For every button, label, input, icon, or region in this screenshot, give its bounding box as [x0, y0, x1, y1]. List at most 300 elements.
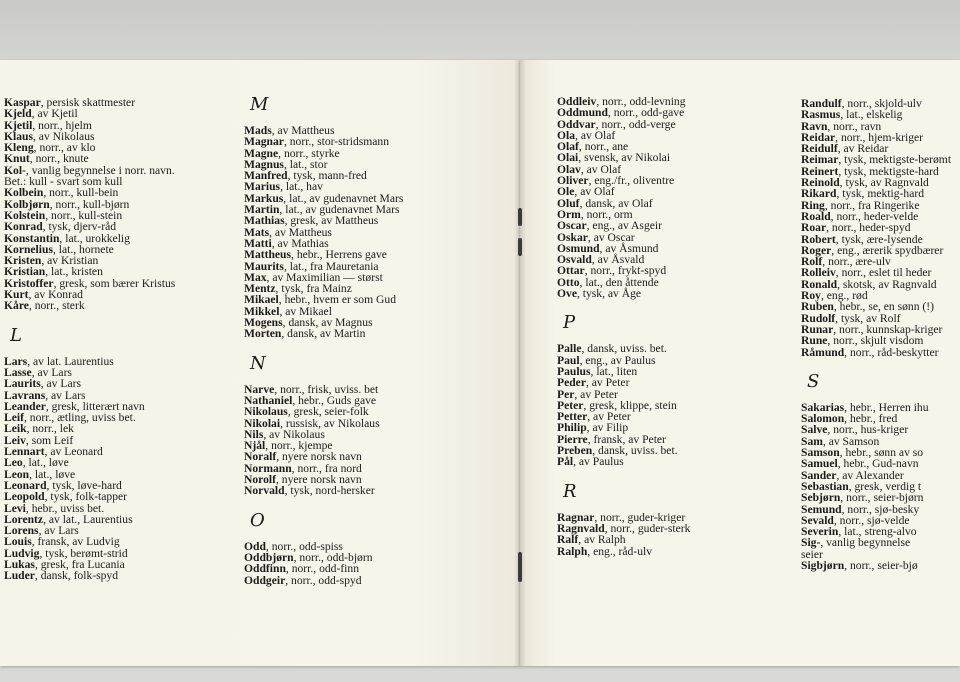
entry-description: , norr., sjø-besky — [841, 502, 920, 516]
entry-description: , fransk, av Peter — [587, 432, 666, 446]
entry-description: , nyere norsk navn — [276, 473, 362, 487]
entry-description: , gresk, seier-folk — [287, 405, 369, 419]
entry-name: Olav — [557, 162, 581, 176]
entry-description: , av Mikael — [279, 304, 332, 318]
entry-name: Oddbjørn — [244, 550, 294, 564]
entry-description: , som Leif — [25, 433, 74, 447]
entry-name: Osmund — [557, 241, 600, 255]
entry-description: , av Maximilian — størst — [266, 270, 383, 284]
entry-description: , norr., sjø-velde — [833, 513, 910, 527]
entry-description: , lat., løve — [22, 456, 69, 470]
entry-description: , norr., styrke — [278, 146, 340, 160]
entry-description: , gresk, av Mattheus — [284, 214, 379, 228]
entry-description: , norr., råd-beskytter — [844, 345, 939, 359]
entry-name: Ola — [557, 128, 576, 142]
entry-name: Mentz — [244, 282, 276, 296]
entry-name: Knut — [4, 152, 30, 166]
entry-description: , norr., knute — [29, 152, 89, 166]
entry-name: Leander — [4, 399, 46, 413]
entry-name: Ludvig — [4, 546, 40, 560]
entry-name: Oliver — [557, 174, 589, 188]
entry-description: , norr., ære-ulv — [822, 255, 891, 269]
entry-name: Kjetil — [4, 118, 33, 132]
entry-name: Rolf — [801, 255, 823, 269]
name-entry — [244, 328, 506, 339]
entry-description: , av Åsmund — [599, 241, 659, 255]
entry-name: Rune — [801, 334, 828, 348]
entry-description: , tysk, nord-hersker — [284, 484, 375, 498]
entry-description: , tysk, ære-lysende — [835, 232, 923, 246]
entry-name: Semund — [801, 502, 842, 516]
entry-name: Reidar — [801, 130, 836, 144]
entry-description: , lat., elskelig — [840, 108, 903, 122]
entry-description: , gresk, fra Lucania — [34, 557, 125, 571]
entry-name: Mattheus — [244, 248, 292, 262]
entry-name: Marius — [244, 180, 281, 194]
entry-description: Bet.: kull - svart som kull — [4, 175, 123, 189]
entry-description: , norr., odd-spyd — [285, 573, 362, 587]
entry-description: , tysk, av Åge — [576, 287, 642, 301]
name-column-3 — [557, 96, 787, 616]
entry-description: , av lat. Laurentius — [27, 354, 114, 368]
entry-description: , norr., eslet til heder — [835, 266, 932, 280]
entry-description: , lat., løve — [29, 467, 76, 481]
entry-description: , norr., hjem-kriger — [835, 130, 924, 144]
entry-name: Sander — [801, 468, 837, 482]
entry-name: Philip — [557, 421, 587, 435]
entry-name: Kleng — [4, 141, 34, 155]
entry-name: Matti — [244, 236, 272, 250]
entry-description: , svensk, av Nikolai — [578, 151, 671, 165]
entry-name: Olai — [557, 151, 579, 165]
entry-description: , russisk, av Nikolaus — [280, 416, 380, 430]
entry-description: , gresk, verdig t — [848, 479, 922, 493]
entry-name: Per — [557, 387, 575, 401]
entry-name: Palle — [557, 342, 582, 356]
section-letter-o: O — [250, 509, 265, 531]
entry-description: , av Lars — [40, 377, 81, 391]
entry-name: Kolbein — [4, 186, 44, 200]
entry-name: Nils — [244, 427, 264, 441]
entry-description: , norr., odd-gave — [607, 106, 685, 120]
entry-name: Ole — [557, 185, 575, 199]
entry-name: Kolstein — [4, 208, 46, 222]
entry-name: Ralph — [557, 544, 588, 558]
entry-description: , tysk, mann-fred — [287, 169, 367, 183]
entry-description: , av Kristian — [41, 254, 99, 268]
entry-name: Mathias — [244, 214, 285, 228]
entry-name: Noralf — [244, 450, 277, 464]
entry-description: , av Nikolaus — [33, 129, 95, 143]
entry-description: , norr., kull-stein — [45, 208, 123, 222]
entry-name: Roald — [801, 209, 831, 223]
entry-name: Lorentz — [4, 512, 44, 526]
entry-name: Sam — [801, 434, 823, 448]
entry-name: Ronald — [801, 277, 838, 291]
entry-name: Kristian — [4, 265, 46, 279]
name-column-4 — [801, 98, 960, 608]
entry-name: Laurits — [4, 377, 41, 391]
staple-top — [518, 208, 522, 226]
section-letter-p: P — [563, 312, 576, 334]
entry-name: Sakarias — [801, 400, 845, 414]
entry-name: Peder — [557, 376, 586, 390]
entry-description: , dansk, uviss. bet. — [581, 342, 667, 356]
entry-name: Preben — [557, 444, 593, 458]
entry-name: Reimar — [801, 153, 839, 167]
section-letter-l: L — [10, 324, 22, 346]
entry-name: Markus — [244, 191, 284, 205]
entry-description: , hebr., Herren ihu — [844, 400, 929, 414]
entry-name: Rudolf — [801, 311, 836, 325]
entry-name: Reinold — [801, 176, 840, 190]
entry-name: Salomon — [801, 412, 845, 426]
entry-description: , av Kjetil — [31, 107, 78, 121]
entry-description: , av lat., Laurentius — [43, 512, 133, 526]
entry-name: Mads — [244, 124, 272, 137]
name-entry — [801, 560, 960, 571]
entry-name: Mogens — [244, 316, 283, 330]
entry-name: Magnus — [244, 157, 284, 171]
entry-name: Oluf — [557, 196, 580, 210]
entry-name: Rolleiv — [801, 266, 836, 280]
entry-name: Ragnvald — [557, 521, 605, 535]
entry-description: , norr., fra nord — [291, 461, 362, 475]
entry-name: Nathaniel — [244, 393, 293, 407]
entry-description: , hebr., uviss bet. — [25, 501, 105, 515]
entry-name: Leiv — [4, 433, 26, 447]
entry-name: Kornelius — [4, 242, 53, 256]
entry-name: Levi — [4, 501, 26, 515]
entry-description: , tysk, fra Mainz — [275, 282, 352, 296]
entry-description: , eng., ærerik spydbærer — [831, 243, 944, 257]
entry-name: Reidulf — [801, 142, 838, 156]
entry-description: , gresk, klippe, stein — [583, 398, 677, 412]
entry-description: , dansk, av Olaf — [579, 196, 653, 210]
entry-description: , lat., av gudenavnet Mars — [283, 191, 404, 205]
entry-name: Leo — [4, 456, 23, 470]
entry-description: , hebr., Gud-navn — [837, 457, 919, 471]
entry-description: , norr., hjelm — [32, 118, 92, 132]
entry-name: Paul — [557, 353, 580, 367]
entry-name: Manfred — [244, 169, 288, 183]
entry-description: , norr., odd-verge — [595, 117, 676, 131]
entry-description: , lat., liten — [590, 364, 638, 378]
name-column-1 — [4, 97, 250, 657]
entry-name: Odd — [244, 539, 266, 553]
entry-description: , tysk, av Ragnvald — [839, 176, 929, 190]
entry-description: , av Filip — [586, 421, 629, 435]
entry-name: Rikard — [801, 187, 837, 201]
entry-description: , eng., rød — [820, 289, 868, 303]
entry-name: Paulus — [557, 364, 591, 378]
entry-description: , av Peter — [585, 376, 630, 390]
entry-description: , av Oscar — [587, 230, 635, 244]
entry-description: , lat., hav — [280, 180, 323, 194]
entry-description: , norr., lek — [26, 422, 74, 436]
entry-description: , hebr., fred — [844, 412, 898, 426]
entry-description: , av Samson — [822, 434, 880, 448]
entry-description: , norr., kull-bjørn — [49, 197, 130, 211]
entry-name: Petter — [557, 410, 588, 424]
entry-description: , norr., frykt-spyd — [584, 264, 667, 278]
entry-description: , tysk, mektigste-hard — [838, 164, 939, 178]
section-letter-m: M — [250, 94, 269, 115]
entry-description: , dansk, uviss. bet. — [592, 444, 678, 458]
entry-name: Nikolaus — [244, 405, 288, 419]
entry-name: Sebastian — [801, 479, 849, 493]
name-entry — [4, 300, 250, 311]
entry-description: , norr., guder-sterk — [604, 521, 691, 535]
entry-description: , lat., den åttende — [579, 275, 659, 289]
name-entry — [244, 485, 506, 496]
entry-name: Sevald — [801, 513, 834, 527]
entry-description: , av Mattheus — [271, 124, 335, 137]
entry-description: , norr., av klo — [33, 141, 96, 155]
name-entry — [557, 288, 787, 299]
entry-description: , norr., heder-spyd — [826, 221, 911, 235]
entry-name: Oddvar — [557, 117, 596, 131]
entry-description: , vanlig begynnelse — [820, 536, 911, 550]
entry-name: Leonard — [4, 478, 47, 492]
entry-name: Luder — [4, 569, 35, 583]
entry-description: , lat., hornete — [52, 242, 114, 256]
entry-description: , norr., frisk, uviss. bet — [274, 382, 379, 396]
entry-name: Kjeld — [4, 107, 32, 121]
entry-description: , norr., ætling, uviss bet. — [23, 411, 136, 425]
entry-name: Louis — [4, 535, 32, 549]
entry-description: , skotsk, av Ragnvald — [837, 277, 937, 291]
staple-middle — [518, 238, 522, 256]
entry-description: seier — [801, 547, 823, 561]
name-entry — [557, 546, 787, 557]
entry-name: Oddfinn — [244, 562, 286, 576]
entry-name: Ottar — [557, 264, 585, 278]
entry-name: Samuel — [801, 457, 838, 471]
entry-name: Lars — [4, 354, 28, 368]
section-letter-r: R — [563, 480, 577, 502]
entry-name: Osvald — [557, 253, 592, 267]
entry-name: Oskar — [557, 230, 588, 244]
entry-name: Kaspar — [4, 97, 41, 109]
entry-description: , gresk, som bærer Kristus — [53, 276, 176, 290]
entry-name: Olaf — [557, 140, 579, 154]
entry-name: Roy — [801, 289, 821, 303]
entry-name: Rasmus — [801, 108, 841, 122]
entry-description: , av Olaf — [580, 162, 622, 176]
entry-description: , eng., av Paulus — [579, 353, 656, 367]
entry-description: , tysk, berømt-strid — [39, 546, 128, 560]
name-entry — [801, 347, 960, 358]
name-entry — [557, 456, 787, 467]
entry-description: , norr., ane — [578, 140, 629, 154]
entry-name: Kurt — [4, 288, 29, 302]
entry-name: Kol- — [4, 163, 26, 177]
entry-description: , tysk, mektig-hard — [836, 187, 925, 201]
entry-name: Sebjørn — [801, 491, 841, 505]
entry-description: , av Ralph — [578, 533, 626, 547]
name-entry — [244, 575, 506, 586]
entry-name: Samson — [801, 446, 840, 460]
entry-name: Morten — [244, 327, 282, 341]
entry-name: Kolbjørn — [4, 197, 50, 211]
entry-description: , lat., fra Mauretania — [283, 259, 379, 273]
entry-name: Maurits — [244, 259, 284, 273]
entry-name: Konstantin — [4, 231, 60, 245]
entry-name: Oscar — [557, 219, 587, 233]
entry-name: Norvald — [244, 484, 285, 498]
entry-description: , norr., heder-velde — [830, 209, 919, 223]
entry-name: Leik — [4, 422, 27, 436]
entry-name: Magne — [244, 146, 279, 160]
staple-bottom — [518, 552, 522, 582]
section-letter-n: N — [250, 352, 266, 374]
entry-description: , av Mathias — [271, 236, 329, 250]
entry-name: Leif — [4, 411, 24, 425]
entry-name: Sigbjørn — [801, 558, 845, 572]
entry-description: , dansk, folk-spyd — [34, 569, 119, 583]
entry-description: , lat., streng-alvo — [838, 525, 917, 539]
entry-description: , nyere norsk navn — [276, 450, 362, 464]
entry-description: , dansk, av Martin — [281, 327, 366, 341]
entry-description: , norr., sterk — [28, 299, 85, 313]
entry-name: Roger — [801, 243, 832, 257]
entry-description: , hebr., Guds gave — [292, 393, 377, 407]
entry-name: Ring — [801, 198, 825, 212]
entry-description: , lat., stor — [283, 157, 328, 171]
entry-description: , av Lars — [45, 388, 86, 402]
entry-description: , norr., kjempe — [265, 439, 333, 453]
entry-description: , av Åsvald — [591, 253, 645, 267]
entry-description: , norr., kull-bein — [43, 186, 119, 200]
entry-name: Martin — [244, 203, 280, 217]
entry-description: , norr., kunnskap-kriger — [833, 322, 943, 336]
entry-name: Mats — [244, 225, 270, 239]
entry-description: , norr., ravn — [827, 119, 882, 133]
entry-name: Normann — [244, 461, 292, 475]
entry-description: , norr., stor-stridsmann — [283, 135, 390, 149]
entry-description: , av Mattheus — [269, 225, 332, 239]
entry-name: Ragnar — [557, 510, 595, 524]
entry-name: Kristen — [4, 254, 42, 268]
entry-description: , tysk, mektigste-berømt — [838, 153, 952, 167]
entry-description: , av Olaf — [574, 185, 615, 199]
entry-name: Oddgeir — [244, 573, 286, 587]
entry-description: , norr., seier-bjørn — [840, 491, 924, 505]
entry-name: Mikkel — [244, 304, 280, 318]
entry-description: , norr., fra Ringerike — [824, 198, 920, 212]
entry-name: Oddleiv — [557, 96, 597, 108]
entry-name: Lennart — [4, 445, 45, 459]
entry-name: Ruben — [801, 300, 834, 314]
entry-description: , av Peter — [574, 387, 618, 401]
entry-name: Kåre — [4, 299, 29, 313]
entry-name: Norolf — [244, 473, 276, 487]
entry-description: , tysk, løve-hard — [46, 478, 122, 492]
entry-name: Pål — [557, 455, 574, 469]
entry-description: , norr., orm — [580, 207, 633, 221]
section-letter-s: S — [807, 370, 820, 392]
entry-description: , norr., odd-levning — [596, 96, 686, 108]
entry-description: , norr., skjult visdom — [827, 334, 924, 348]
entry-name: Orm — [557, 207, 581, 221]
entry-description: , eng., råd-ulv — [587, 544, 653, 558]
entry-name: Kristoffer — [4, 276, 54, 290]
entry-description: , gresk, litterært navn — [45, 399, 145, 413]
entry-description: , hebr., sønn av so — [839, 446, 924, 460]
entry-description: , av Peter — [587, 410, 631, 424]
entry-description: , hebr., se, en sønn (!) — [833, 300, 935, 314]
entry-name: Leon — [4, 467, 30, 481]
entry-description: , lat., av gudenavnet Mars — [279, 203, 400, 217]
entry-name: Sig- — [801, 536, 821, 550]
entry-description: , lat., kristen — [45, 265, 103, 279]
entry-description: , norr., odd-finn — [285, 562, 360, 576]
entry-name: Ravn — [801, 119, 828, 133]
entry-name: Lavrans — [4, 388, 46, 402]
entry-description: , av Lars — [38, 524, 79, 538]
entry-description: , tysk, folk-tapper — [44, 490, 128, 504]
entry-name: Reinert — [801, 164, 839, 178]
entry-description: , vanlig begynnelse i norr. navn. — [25, 163, 175, 177]
entry-description: , av Alexander — [836, 468, 904, 482]
entry-name: Narve — [244, 382, 275, 396]
entry-description: , norr., seier-bjø — [844, 558, 918, 572]
entry-name: Oddmund — [557, 106, 608, 120]
entry-name: Lorens — [4, 524, 39, 538]
entry-description: , persisk skattmester — [40, 97, 136, 109]
entry-description: , av Reidar — [837, 142, 889, 156]
entry-name: Nikolai — [244, 416, 281, 430]
entry-description: , norr., hus-kriger — [827, 423, 909, 437]
entry-name: Njål — [244, 439, 266, 453]
entry-name: Runar — [801, 322, 834, 336]
entry-name: Konrad — [4, 220, 43, 234]
entry-description: , norr., odd-spiss — [265, 539, 343, 553]
entry-name: Max — [244, 270, 267, 284]
entry-description: , hebr., hvem er som Gud — [278, 293, 396, 307]
entry-name: Råmund — [801, 345, 845, 359]
entry-name: Randulf — [801, 98, 842, 110]
entry-name: Robert — [801, 232, 836, 246]
entry-name: Ralf — [557, 533, 579, 547]
entry-name: Severin — [801, 525, 839, 539]
entry-description: , eng./fr., oliventre — [588, 174, 675, 188]
entry-name: Salve — [801, 423, 828, 437]
entry-description: , lat., urokkelig — [59, 231, 130, 245]
entry-description: , tysk, av Rolf — [835, 311, 901, 325]
entry-description: , dansk, av Magnus — [282, 316, 373, 330]
entry-name: Ove — [557, 287, 577, 301]
entry-name: Lukas — [4, 557, 35, 571]
entry-name: Lasse — [4, 365, 32, 379]
entry-description: , norr., guder-kriger — [594, 510, 686, 524]
entry-description: , av Konrad — [28, 288, 83, 302]
entry-name: Leopold — [4, 490, 45, 504]
name-column-2 — [244, 94, 506, 614]
entry-name: Pierre — [557, 432, 588, 446]
entry-description: , norr., skjold-ulv — [841, 98, 922, 110]
entry-description: , norr., odd-bjørn — [293, 550, 373, 564]
name-entry — [4, 570, 250, 581]
entry-description: , eng., av Asgeir — [586, 219, 662, 233]
entry-description: , av Olaf — [575, 128, 616, 142]
entry-description: , tysk, djerv-råd — [42, 220, 117, 234]
entry-name: Peter — [557, 398, 584, 412]
entry-name: Roar — [801, 221, 827, 235]
entry-description: , av Nikolaus — [263, 427, 325, 441]
entry-description: , av Leonard — [44, 445, 103, 459]
